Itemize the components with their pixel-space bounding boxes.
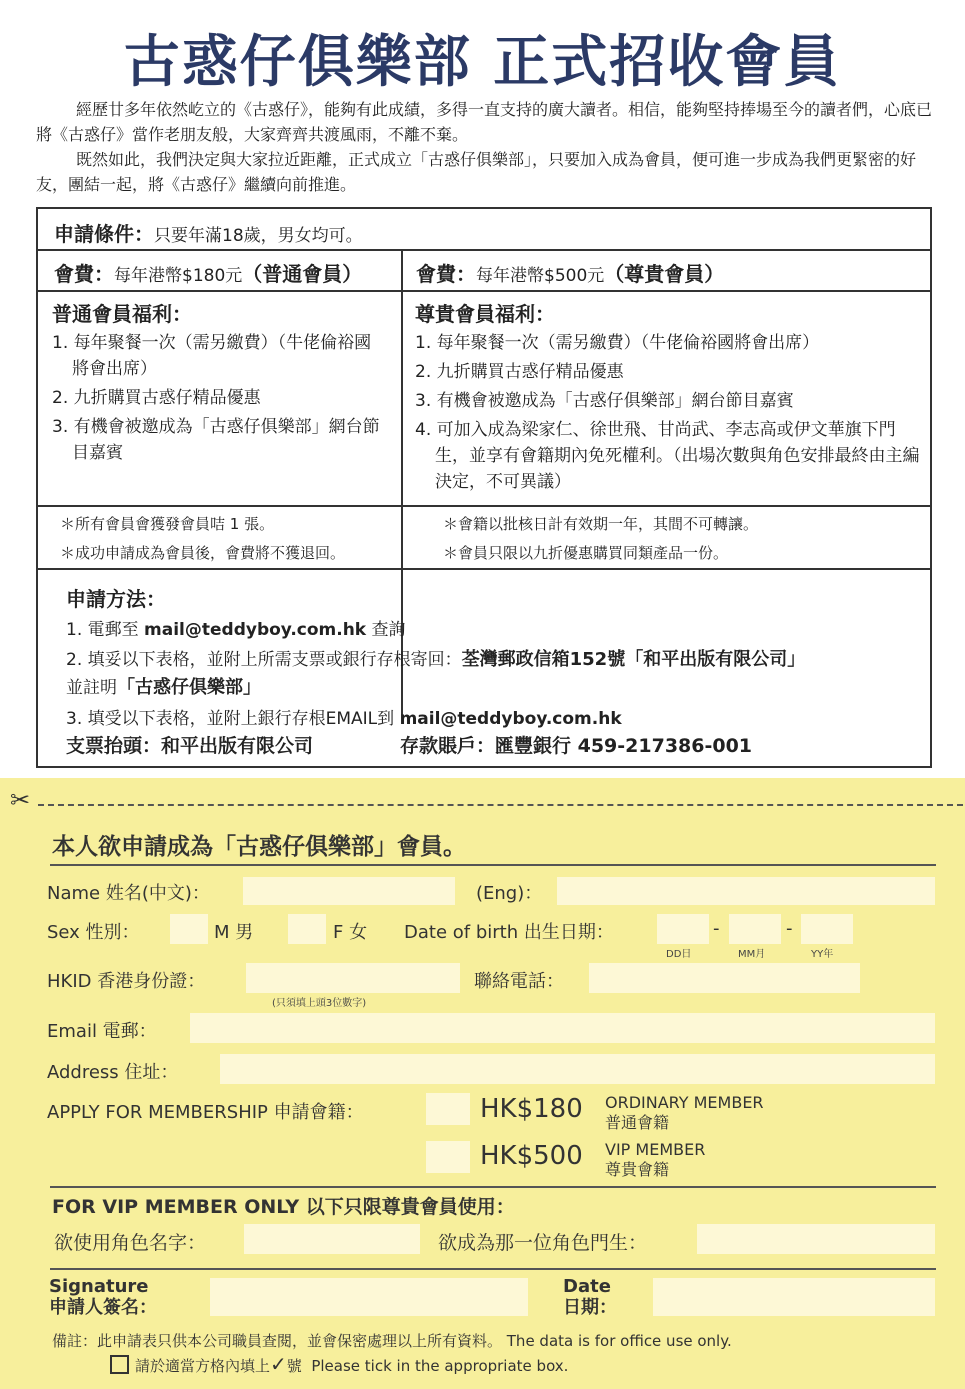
- signature-label: [49, 1276, 157, 1318]
- fee-vip: [416, 258, 724, 287]
- vip-type-en: VIP MEMBER: [605, 1140, 706, 1159]
- signature-field[interactable]: [210, 1278, 528, 1316]
- fee-ordinary: [54, 258, 362, 287]
- apply-step-1-suffix: 查詢: [366, 620, 406, 640]
- dash: -: [713, 918, 720, 939]
- apply-step-1: [66, 615, 406, 640]
- divider: [50, 864, 936, 866]
- day-caption: DD日: [666, 949, 692, 960]
- apply-step-2-cont: [66, 673, 261, 699]
- ordinary-price: HK$180: [480, 1094, 583, 1124]
- email-field[interactable]: [190, 1013, 935, 1043]
- tick-instruction-cn-2: 號: [286, 1357, 302, 1375]
- checkmark-icon: ✓: [270, 1352, 287, 1376]
- form-heading: 本人欲申請成為「古惑仔俱樂部」會員。: [52, 834, 466, 860]
- apply-step-1-prefix: 1. 電郵至: [66, 620, 145, 640]
- vip-type: [605, 1140, 705, 1180]
- conditions-text: 只要年滿18歲，男女均可。: [154, 226, 363, 246]
- apply-step-2-prefix: 2. 填妥以下表格，並附上所需支票或銀行存根寄回：: [66, 650, 462, 670]
- name-cn-label: Name 姓名(中文)：: [47, 883, 210, 904]
- fee-vip-text: 每年港幣$500元: [476, 266, 605, 286]
- list-item: 2. 九折購買古惑仔精品優惠: [415, 362, 624, 382]
- dob-label: Date of birth 出生日期：: [404, 922, 614, 943]
- note-4: ＊會員只限以九折優惠購買同類產品一份。: [443, 544, 729, 562]
- divider: [50, 1186, 936, 1188]
- note-3: ＊成功申請成為會員後，會費將不獲退回。: [60, 544, 346, 562]
- date-field[interactable]: [653, 1278, 935, 1316]
- email-link[interactable]: mail@teddyboy.com.hk: [399, 709, 622, 729]
- char-master-label: 欲成為那一位角色門生：: [438, 1232, 648, 1254]
- char-name-field[interactable]: [244, 1224, 420, 1254]
- ordinary-type: [605, 1093, 764, 1133]
- tick-instruction-cn: 請於適當方格內填上: [135, 1357, 271, 1375]
- dob-year-field[interactable]: [801, 914, 853, 944]
- address-label: Address 住址：: [47, 1062, 179, 1083]
- fee-ordinary-text: 每年港幣$180元: [114, 266, 243, 286]
- phone-field[interactable]: [589, 963, 860, 993]
- membership-label: APPLY FOR MEMBERSHIP 申請會籍：: [47, 1102, 364, 1123]
- divider: [38, 568, 930, 570]
- postal-address: 荃灣郵政信箱152號「和平出版有限公司」: [461, 649, 806, 670]
- hkid-field[interactable]: [246, 963, 460, 993]
- dash: -: [786, 918, 793, 939]
- list-item: 3. 有機會被邀成為「古惑仔俱樂部」網台節目嘉賓: [415, 391, 794, 411]
- list-item: 1. 每年聚餐一次（需另繳費）（牛佬倫裕國將會出席）: [415, 333, 820, 353]
- fee-vip-label: 會費：: [416, 262, 476, 286]
- tick-instruction: [110, 1352, 568, 1376]
- divider: [38, 249, 930, 251]
- signature-label-cn: 申請人簽名：: [49, 1297, 157, 1318]
- date-label-cn: 日期：: [563, 1297, 617, 1318]
- apply-step-3: [66, 704, 622, 729]
- date-label: [563, 1276, 617, 1318]
- name-cn-field[interactable]: [243, 877, 455, 905]
- tick-instruction-en: Please tick in the appropriate box.: [311, 1357, 569, 1375]
- ordinary-type-cn: 普通會籍: [605, 1113, 670, 1132]
- ordinary-benefits-title: 普通會員福利：: [52, 302, 192, 326]
- note-2: ＊會籍以批核日計有效期一年，其間不可轉讓。: [443, 515, 759, 533]
- conditions-label: 申請條件：: [54, 222, 154, 246]
- signature-label-en: Signature: [49, 1276, 149, 1297]
- vip-type-cn: 尊貴會籍: [605, 1160, 670, 1179]
- divider: [38, 290, 930, 292]
- email-label: Email 電郵：: [47, 1021, 157, 1042]
- vip-only-heading: FOR VIP MEMBER ONLY 以下只限尊貴會員使用：: [52, 1196, 515, 1218]
- fee-vip-type: （尊貴會員）: [604, 262, 725, 286]
- vip-checkbox[interactable]: [426, 1141, 470, 1173]
- scissors-icon: ✂: [10, 786, 31, 814]
- ordinary-type-en: ORDINARY MEMBER: [605, 1093, 764, 1112]
- date-label-en: Date: [563, 1276, 611, 1297]
- female-label: F 女: [333, 922, 368, 943]
- application-form: [0, 778, 965, 1389]
- intro-paragraph-2: 既然如此，我們決定與大家拉近距離，正式成立「古惑仔俱樂部」，只要加入成為會員，便可進一步成為我們更緊密的好友，團結一起，將《古惑仔》繼續向前推進。: [36, 150, 917, 194]
- email-link[interactable]: mail@teddyboy.com.hk: [144, 620, 367, 640]
- vip-price: HK$500: [480, 1141, 583, 1171]
- phone-label: 聯絡電話：: [474, 971, 564, 992]
- intro-paragraph-1: 經歷廿多年依然屹立的《古惑仔》，能夠有此成績，多得一直支持的廣大讀者。相信，能夠堅持捧場至今的讀者們，心底已將《古惑仔》當作老朋友般，大家齊齊共渡風雨，不離不棄。: [36, 100, 933, 144]
- hkid-label: HKID 香港身份證：: [47, 971, 206, 992]
- cut-line: [38, 804, 963, 806]
- note-1: ＊所有會員會獲發會員咭 1 張。: [60, 515, 275, 533]
- female-checkbox[interactable]: [288, 914, 326, 944]
- char-master-field[interactable]: [697, 1224, 935, 1254]
- vip-benefits-title: 尊貴會員福利：: [415, 302, 555, 326]
- dob-day-field[interactable]: [657, 914, 709, 944]
- list-item: 1. 每年聚餐一次（需另繳費）（牛佬倫裕國將會出席）: [52, 333, 372, 379]
- list-item: 2. 九折購買古惑仔精品優惠: [52, 388, 261, 408]
- fee-ordinary-type: （普通會員）: [242, 262, 363, 286]
- page-title: 古惑仔俱樂部 正式招收會員: [123, 30, 842, 95]
- ordinary-benefits-list: [52, 330, 388, 469]
- year-caption: YY年: [811, 949, 834, 960]
- info-box: [36, 207, 932, 768]
- fee-ordinary-label: 會費：: [54, 262, 114, 286]
- conditions-row: [54, 218, 363, 247]
- apply-title: 申請方法：: [66, 587, 166, 611]
- male-checkbox[interactable]: [170, 914, 208, 944]
- apply-step-2-note: 並註明: [66, 678, 117, 698]
- male-label: M 男: [214, 922, 254, 943]
- remark: 備註：此申請表只供本公司職員查閱，並會保密處理以上所有資料。 The data is for office use only.: [52, 1332, 732, 1350]
- apply-step-3-prefix: 3. 填受以下表格，並附上銀行存根EMAIL到: [66, 709, 400, 729]
- vip-benefits-list: [415, 330, 923, 498]
- bank-account: 存款賬戶：匯豐銀行 459-217386-001: [400, 735, 753, 757]
- name-en-field[interactable]: [557, 877, 935, 905]
- apply-step-2: [66, 645, 805, 671]
- ordinary-checkbox[interactable]: [426, 1093, 470, 1125]
- cheque-payee: 支票抬頭：和平出版有限公司: [66, 735, 314, 757]
- checkbox-icon: [110, 1355, 129, 1374]
- name-en-label: (Eng)：: [476, 883, 543, 904]
- char-name-label: 欲使用角色名字：: [54, 1232, 207, 1254]
- dob-month-field[interactable]: [729, 914, 781, 944]
- sex-label: Sex 性別：: [47, 922, 140, 943]
- list-item: 4. 可加入成為梁家仁、徐世飛、甘尚武、李志高或伊文華旗下門生，並享有會籍期內免死權利。（出場次數與角色安排最終由主編決定，不可異議）: [415, 420, 920, 492]
- list-item: 3. 有機會被邀成為「古惑仔俱樂部」網台節目嘉賓: [52, 417, 380, 463]
- month-caption: MM月: [738, 949, 766, 960]
- divider: [38, 505, 930, 507]
- hkid-note: (只須填上頭3位數字): [272, 998, 367, 1009]
- club-name: 「古惑仔俱樂部」: [117, 677, 261, 698]
- divider: [50, 1268, 936, 1270]
- address-field[interactable]: [220, 1054, 935, 1084]
